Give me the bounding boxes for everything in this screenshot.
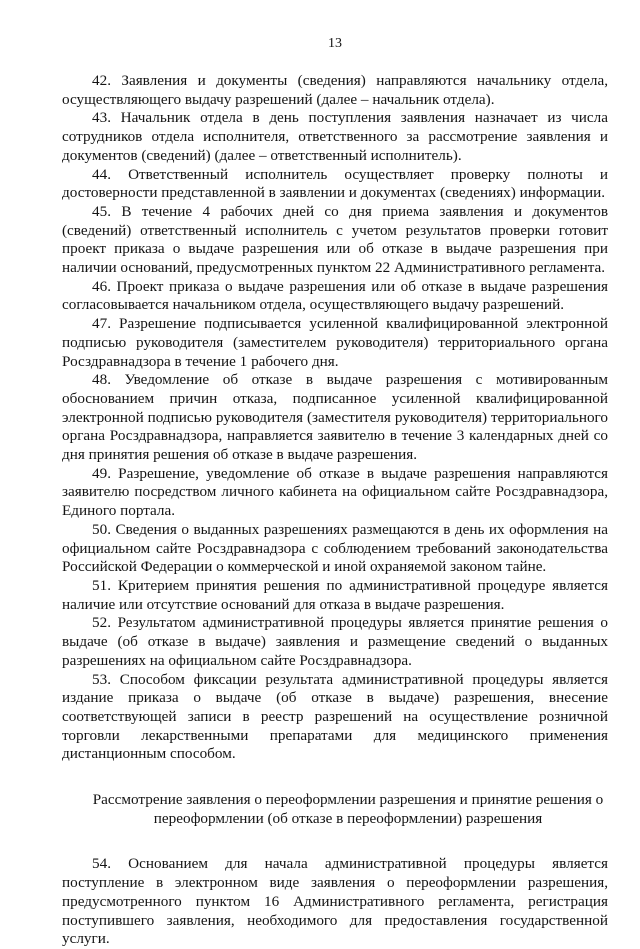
paragraph-43: 43. Начальник отдела в день поступления заявления назначает из числа сотрудников отдела исполнителя, ответственного за рассмотрение заявления и документов (сведений) (далее – ответственный исполнитель).	[62, 109, 608, 164]
paragraph-52: 52. Результатом административной процедуры является принятие решения о выдаче (об отказе в выдаче) заявления и размещение сведений о выданных разрешениях на официальном сайте Росздравнадзора.	[62, 614, 608, 669]
paragraph-50: 50. Сведения о выданных разрешениях размещаются в день их оформления на официальном сайте Росздравнадзора с соблюдением требований законодательства Российской Федерации о коммерческой и иной охраняемой законом тайне.	[62, 520, 608, 576]
paragraph-44: 44. Ответственный исполнитель осуществляет проверку полноты и достоверности представленной в заявлении и документах (сведениях) информации.	[62, 165, 608, 202]
paragraph-46: 46. Проект приказа о выдаче разрешения или об отказе в выдаче разрешения согласовывается начальником отдела, осуществляющего выдачу разрешений.	[62, 277, 608, 314]
paragraph-54: 54. Основанием для начала административной процедуры является поступление в электронном виде заявления о переоформлении разрешения, предусмотренного пунктом 16 Административного регламента, регистрация поступившего заявления, необходимого для предоставления государственной услуги.	[62, 855, 608, 948]
page-number: 13	[328, 36, 342, 51]
paragraph-47: 47. Разрешение подписывается усиленной квалифицированной электронной подписью руководителя (заместителем руководителя) территориального органа Росздравнадзора в течение 1 рабочего дня.	[62, 315, 608, 370]
paragraph-49: 49. Разрешение, уведомление об отказе в выдаче разрешения направляются заявителю посредством личного кабинета на официальном сайте Росздравнадзора, Единого портала.	[62, 464, 608, 520]
paragraph-51: 51. Критерием принятия решения по административной процедуре является наличие или отсутствие оснований для отказа в выдаче разрешения.	[62, 576, 608, 613]
paragraph-42: 42. Заявления и документы (сведения) направляются начальнику отдела, осуществляющего выдачу разрешений (далее – начальник отдела).	[62, 72, 608, 108]
paragraph-48: 48. Уведомление об отказе в выдаче разрешения с мотивированным обоснованием причин отказа, подписанное усиленной квалифицированной электронной подписью руководителя (заместителя руководителя) территориального органа Росздравнадзора, направляется заявителю в течение 3 календарных дней со дня принятия решения об отказе в выдаче разрешения.	[62, 371, 608, 464]
section-heading: Рассмотрение заявления о переоформлении разрешения и принятие решения о переоформлении (об отказе в переоформлении) разрешения	[92, 791, 604, 827]
paragraph-45: 45. В течение 4 рабочих дней со дня приема заявления и документов (сведений) ответственный исполнитель с учетом результатов проверки готовит проект приказа о выдаче разрешения или об отказе в выдаче разрешения при наличии оснований, предусмотренных пунктом 22 Административного регламента.	[62, 202, 608, 277]
paragraph-53: 53. Способом фиксации результата административной процедуры является издание приказа о выдаче (об отказе в выдаче) разрешения, внесение соответствующей записи в реестр разрешений на осуществление розничной торговли лекарственными препаратами для медицинского применения дистанционным способом.	[62, 670, 608, 763]
